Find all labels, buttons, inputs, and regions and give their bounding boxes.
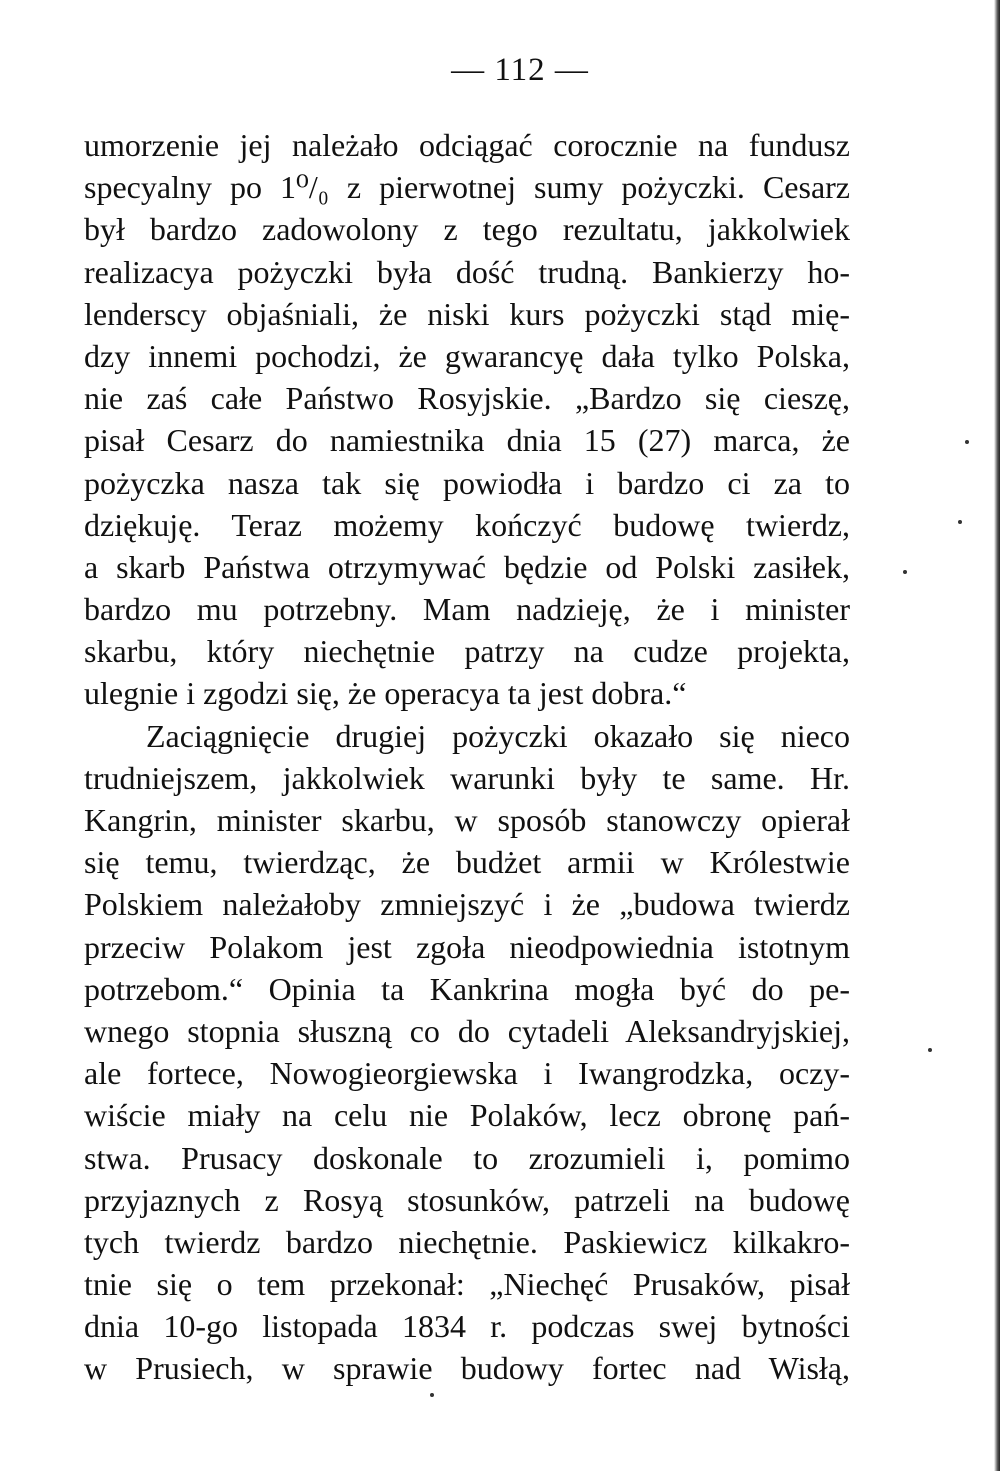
page-edge-shadow <box>994 0 1000 1471</box>
text-line: a skarb Państwa otrzymywać będzie od Polski zasiłek, <box>84 548 850 585</box>
paragraph-1 <box>84 124 850 715</box>
text-line: się temu, twierdząc, że budżet armii w Królestwie <box>84 844 850 881</box>
print-speck <box>928 1048 932 1052</box>
text-line: stwa. Prusacy doskonale to zrozumieli i, pomimo <box>84 1139 850 1176</box>
text-line: tnie się o tem przekonał: „Niechęć Prusaków, pisał <box>84 1266 850 1303</box>
text-line: ale fortece, Nowogieorgiewska i Iwangrodzka, oczy- <box>84 1055 850 1092</box>
text-line: wnego stopnia słuszną co do cytadeli Aleksandryjskiej, <box>84 1012 850 1049</box>
text-line: wiście miały na celu nie Polaków, lecz obronę pań- <box>84 1097 850 1134</box>
paragraph-2 <box>84 715 850 1390</box>
print-speck <box>903 570 907 574</box>
body-text <box>84 124 850 1390</box>
text-line: bardzo mu potrzebny. Mam nadzieję, że i minister <box>84 591 850 628</box>
text-line: potrzebom.“ Opinia ta Kankrina mogła być do pe- <box>84 970 850 1007</box>
text-line: Kangrin, minister skarbu, w sposób stanowczy opierał <box>84 802 850 838</box>
print-speck <box>430 1393 434 1397</box>
print-speck <box>965 440 969 444</box>
text-line: przeciw Polakom jest zgoła nieodpowiednia istotnym <box>84 928 850 965</box>
text-line: dnia 10-go listopada 1834 r. podczas swej bytności <box>84 1308 850 1345</box>
text-line: dzy innemi pochodzi, że gwarancyę dała tylko Polska, <box>84 337 850 374</box>
text-line: Polskiem należałoby zmniejszyć i że „budowa twierdz <box>84 886 850 923</box>
text-line: w Prusiech, w sprawie budowy fortec nad Wisłą, <box>84 1350 850 1387</box>
print-speck <box>958 520 962 524</box>
text-line: przyjaznych z Rosyą stosunków, patrzeli na budowę <box>84 1181 850 1218</box>
text-line: umorzenie jej należało odciągać corocznie na fundusz <box>84 127 850 163</box>
text-line: pożyczka nasza tak się powiodła i bardzo ci za to <box>84 464 850 501</box>
text-line: dziękuję. Teraz możemy kończyć budowę twierdz, <box>84 506 850 543</box>
text-line: skarbu, który niechętnie patrzy na cudze projekta, <box>84 633 850 670</box>
page-number: — 112 — <box>451 52 589 88</box>
text-line: realizacya pożyczki była dość trudną. Bankierzy ho- <box>84 253 850 290</box>
text-line: był bardzo zadowolony z tego rezultatu, jakkolwiek <box>84 211 850 248</box>
text-line: tych twierdz bardzo niechętnie. Paskiewicz kilkakro- <box>84 1223 850 1260</box>
text-line: specyalny po 1⁰/₀ z pierwotnej sumy pożyczki. Cesarz <box>84 169 850 206</box>
text-line: lenderscy objaśniali, że niski kurs pożyczki stąd mię- <box>84 295 850 332</box>
text-line: Zaciągnięcie drugiej pożyczki okazało się nieco <box>146 717 850 754</box>
text-line: nie zaś całe Państwo Rosyjskie. „Bardzo się cieszę, <box>84 380 850 417</box>
text-line: pisał Cesarz do namiestnika dnia 15 (27) marca, że <box>84 422 850 459</box>
text-line: trudniejszem, jakkolwiek warunki były te same. Hr. <box>84 759 850 796</box>
text-line: ulegnie i zgodzi się, że operacya ta jest dobra.“ <box>84 675 687 712</box>
